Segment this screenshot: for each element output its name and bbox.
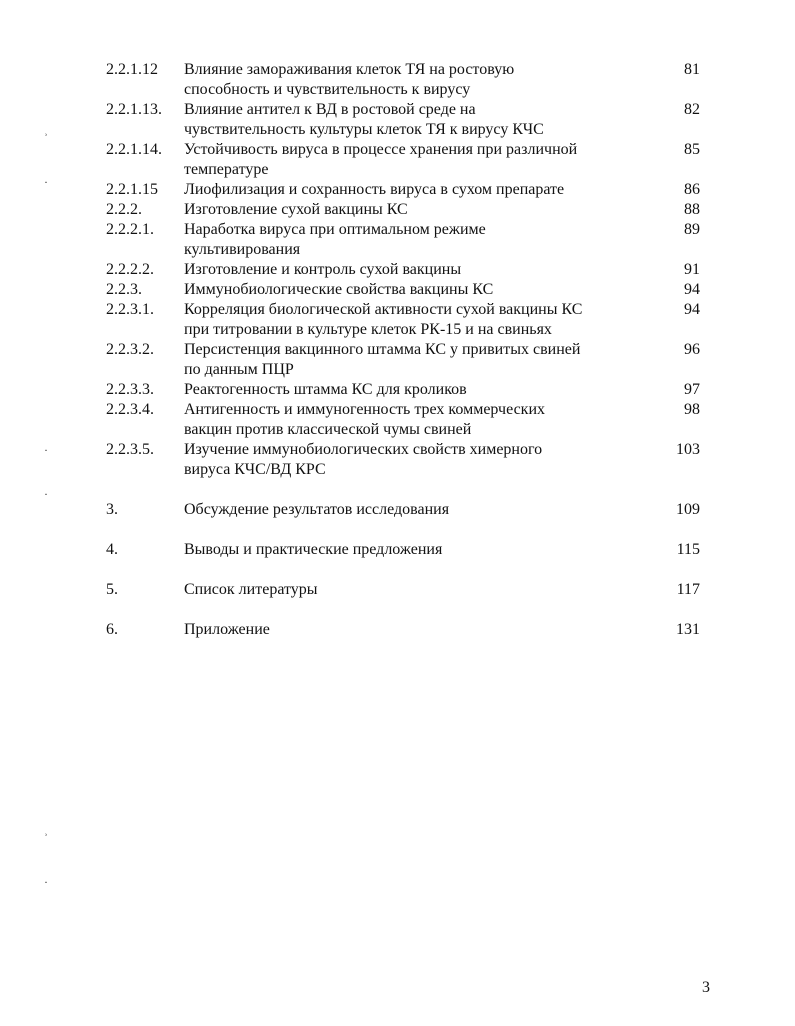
page-ref: 94 [684,301,700,318]
toc-entry [0,500,795,520]
page-ref: 82 [684,101,700,118]
section-title: Иммунобиологические свойства вакцины КС [184,281,494,298]
table-of-contents [0,60,795,640]
section-number: 2.2.3.4. [106,401,154,418]
toc-entry [0,280,795,300]
page-ref: 96 [684,341,700,358]
toc-entry [0,620,795,640]
section-number: 2.2.1.15 [106,181,158,198]
section-title: Приложение [184,621,270,638]
page-ref: 103 [676,441,700,458]
section-number: 6. [106,621,118,638]
toc-entry [0,440,795,480]
section-number: 2.2.3.2. [106,341,154,358]
page-ref: 86 [684,181,700,198]
section-number: 2.2.3. [106,281,142,298]
toc-entry [0,140,795,180]
toc-entry [0,340,795,380]
section-number: 2.2.2.1. [106,221,154,238]
page-ref: 85 [684,141,700,158]
page-ref: 97 [684,381,700,398]
scan-speck: · [44,487,48,501]
toc-entry [0,260,795,280]
toc-entry [0,60,795,100]
section-number: 5. [106,581,118,598]
section-number: 2.2.3.3. [106,381,154,398]
scan-speck: · [44,875,48,889]
scan-speck: · [44,443,48,457]
page-ref: 81 [684,61,700,78]
section-number: 2.2.3.1. [106,301,154,318]
section-title: Персистенция вакцинного штамма КС у привитых свиней по данным ПЦР [184,341,581,378]
section-title: Антигенность и иммуногенность трех коммерческих вакцин против классической чумы свиней [184,401,546,438]
section-title: Устойчивость вируса в процессе хранения при различной температуре [184,141,578,178]
toc-entry [0,540,795,560]
section-number: 2.2.2.2. [106,261,154,278]
section-title: Лиофилизация и сохранность вируса в сухом препарате [184,181,565,198]
toc-entry [0,380,795,400]
page-ref: 88 [684,201,700,218]
page-number: 3 [702,979,710,996]
section-title: Наработка вируса при оптимальном режиме культивирования [184,221,486,258]
section-title: Изучение иммунобиологических свойств химерного вируса КЧС/ВД КРС [184,441,543,478]
toc-entry [0,300,795,340]
toc-entry [0,400,795,440]
section-number: 2.2.3.5. [106,441,154,458]
section-title: Выводы и практические предложения [184,541,443,558]
toc-entry [0,180,795,200]
page-ref: 117 [676,581,700,598]
page-ref: 109 [676,501,700,518]
scan-speck: ʾ [44,831,48,845]
toc-entry [0,100,795,140]
section-title: Влияние замораживания клеток ТЯ на ростовую способность и чувствительность к вирусу [184,61,515,98]
section-title: Влияние антител к ВД в ростовой среде на чувствительность культуры клеток ТЯ к вирусу КЧС [184,101,544,138]
section-number: 4. [106,541,118,558]
page-ref: 94 [684,281,700,298]
section-number: 3. [106,501,118,518]
section-number: 2.2.1.13. [106,101,162,118]
section-number: 2.2.1.14. [106,141,162,158]
toc-entry [0,580,795,600]
page-ref: 131 [676,621,700,638]
section-title: Список литературы [184,581,318,598]
section-title: Изготовление и контроль сухой вакцины [184,261,462,278]
section-title: Изготовление сухой вакцины КС [184,201,408,218]
section-title: Реактогенность штамма КС для кроликов [184,381,467,398]
section-number: 2.2.1.12 [106,61,158,78]
page-ref: 89 [684,221,700,238]
toc-entry [0,200,795,220]
page-ref: 91 [684,261,700,278]
scan-speck: ʾ [44,131,48,145]
toc-entry [0,220,795,260]
scan-speck: · [44,175,48,189]
section-title: Корреляция биологической активности сухой вакцины КС при титровании в культуре клеток РК-15 и на свиньях [184,301,583,338]
section-number: 2.2.2. [106,201,142,218]
section-title: Обсуждение результатов исследования [184,501,450,518]
page-ref: 115 [676,541,700,558]
page-ref: 98 [684,401,700,418]
